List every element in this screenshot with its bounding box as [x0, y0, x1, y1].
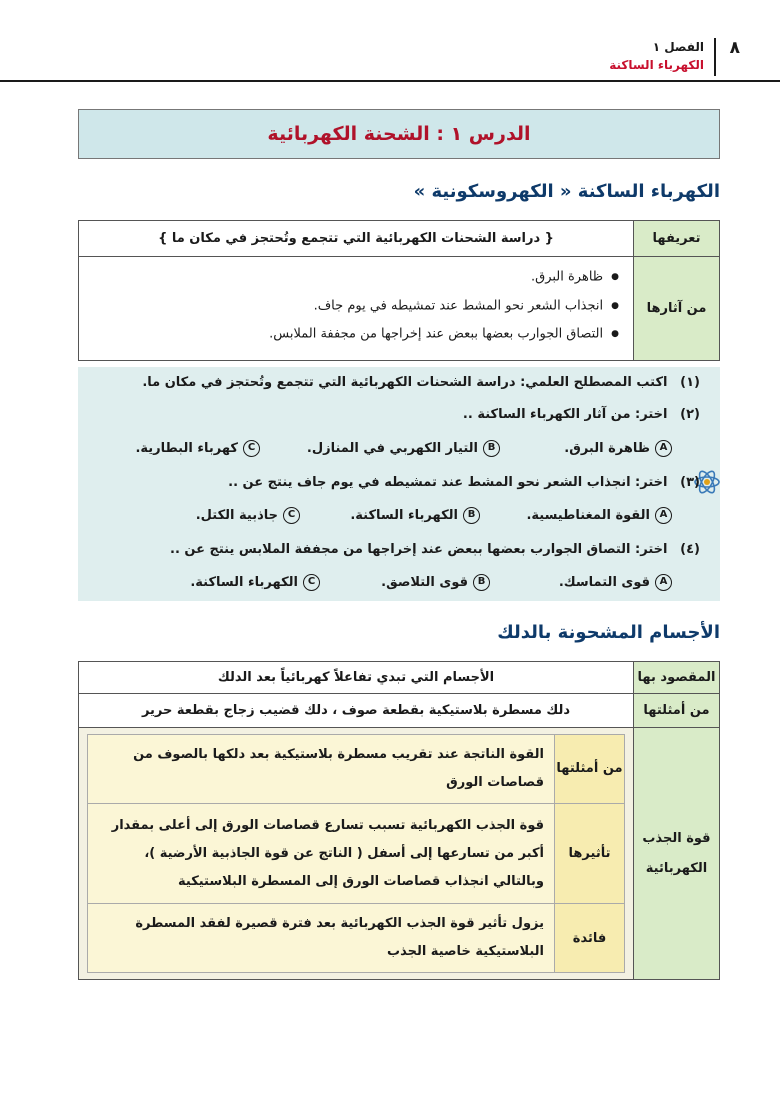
option-text: كهرباء البطارية. — [135, 441, 238, 456]
option-letter: C — [303, 574, 320, 591]
question-4 — [170, 542, 700, 557]
question-text: اختر: من آثار الكهرباء الساكنة .. — [462, 407, 668, 422]
option-letter: B — [483, 440, 500, 457]
question-number: (٤) — [680, 542, 700, 557]
force-example-text: القوة الناتجة عند تقريب مسطرة بلاستيكية بعد دلكها بالصوف من قصاصات الورق — [88, 735, 555, 804]
option-text: قوى التلاصق. — [381, 575, 468, 590]
lesson-title-box — [78, 109, 720, 159]
static-electricity-table — [78, 220, 720, 361]
question-3 — [228, 475, 700, 490]
question-number: (١) — [680, 375, 700, 390]
examples-text: دلك مسطرة بلاستيكية بقطعة صوف ، دلك قضيب زجاج بقطعة حرير — [79, 694, 634, 728]
option-b[interactable] — [381, 574, 490, 591]
quiz-panel — [78, 367, 720, 601]
page-header — [40, 36, 740, 82]
meaning-text: الأجسام التي تبدي تفاعلاً كهربائياً بعد الدلك — [79, 662, 634, 694]
option-b[interactable] — [307, 440, 500, 457]
option-letter: A — [655, 574, 672, 591]
page-number: ٨ — [729, 38, 740, 58]
charged-bodies-table — [78, 661, 720, 980]
option-a[interactable] — [564, 440, 672, 457]
question-text: اختر: التصاق الجوارب بعضها ببعض عند إخراجها من مجففة الملابس ينتج عن .. — [170, 542, 668, 557]
force-effect-label: تأثيرها — [555, 804, 625, 904]
effect-item: ● انجذاب الشعر نحو المشط عند تمشيطه في يوم جاف. — [89, 297, 619, 316]
force-details-cell — [79, 728, 634, 980]
section-title-charged-bodies: الأجسام المشحونة بالدلك — [497, 622, 720, 643]
force-example-label: من أمثلتها — [555, 735, 625, 804]
question-text: اكتب المصطلح العلمي: دراسة الشحنات الكهربائية التي تتجمع وتُحتجز في مكان ما. — [142, 375, 668, 390]
option-text: جاذبية الكتل. — [195, 508, 278, 523]
option-text: التيار الكهربي في المنازل. — [306, 441, 478, 456]
option-text: ظاهرة البرق. — [564, 441, 650, 456]
chapter-subtitle: الكهرباء الساكنة — [609, 58, 704, 72]
force-label: قوة الجذب الكهربائية — [634, 728, 720, 980]
option-letter: A — [655, 440, 672, 457]
force-details-table — [87, 734, 625, 973]
question-number: (٣) — [680, 475, 700, 490]
lesson-title: الدرس ١ : الشحنة الكهربائية — [267, 123, 531, 145]
section-title-static-electricity: الكهرباء الساكنة « الكهروسكونية » — [413, 181, 720, 202]
force-effect-text: قوة الجذب الكهربائية تسبب تسارع قصاصات الورق إلى أعلى بمقدار أكبر من تسارعها إلى أسفل ( الناتج عن قوة الجاذبية الأرضية )، وبالتالي انجذاب قصاصات الورق إلى المسطرة البلاستيكية — [88, 804, 555, 904]
effect-item: ● التصاق الجوارب بعضها ببعض عند إخراجها من مجففة الملابس. — [89, 325, 619, 344]
header-rule — [0, 80, 780, 82]
option-c[interactable] — [196, 507, 300, 524]
option-a[interactable] — [526, 507, 672, 524]
examples-label: من أمثلتها — [634, 694, 720, 728]
option-a[interactable] — [559, 574, 672, 591]
effect-item: ● ظاهرة البرق. — [89, 268, 619, 287]
effects-cell — [79, 257, 634, 361]
option-letter: C — [283, 507, 300, 524]
option-b[interactable] — [350, 507, 480, 524]
definition-label: تعريفها — [634, 221, 720, 257]
force-benefit-label: فائدة — [555, 904, 625, 973]
effects-label: من آثارها — [634, 257, 720, 361]
header-separator — [714, 38, 716, 76]
option-text: قوى التماسك. — [558, 575, 650, 590]
force-benefit-text: يزول تأثير قوة الجذب الكهربائية بعد فترة قصيرة لفقد المسطرة البلاستيكية خاصية الجذب — [88, 904, 555, 973]
option-text: الكهرباء الساكنة. — [190, 575, 298, 590]
option-letter: B — [463, 507, 480, 524]
option-letter: A — [655, 507, 672, 524]
option-letter: C — [243, 440, 260, 457]
option-letter: B — [473, 574, 490, 591]
definition-text: { دراسة الشحنات الكهربائية التي تتجمع وتُحتجز في مكان ما } — [79, 221, 634, 257]
effects-list — [79, 257, 633, 360]
chapter-label: الفصل ١ — [652, 40, 704, 54]
question-number: (٢) — [680, 407, 700, 422]
option-text: القوة المغناطيسية. — [526, 508, 650, 523]
option-c[interactable] — [190, 574, 320, 591]
option-text: الكهرباء الساكنة. — [350, 508, 458, 523]
question-2 — [463, 407, 700, 422]
meaning-label: المقصود بها — [634, 662, 720, 694]
question-text: اختر: انجذاب الشعر نحو المشط عند تمشيطه في يوم جاف ينتج عن .. — [228, 475, 668, 490]
question-1 — [142, 375, 700, 390]
option-c[interactable] — [135, 440, 260, 457]
